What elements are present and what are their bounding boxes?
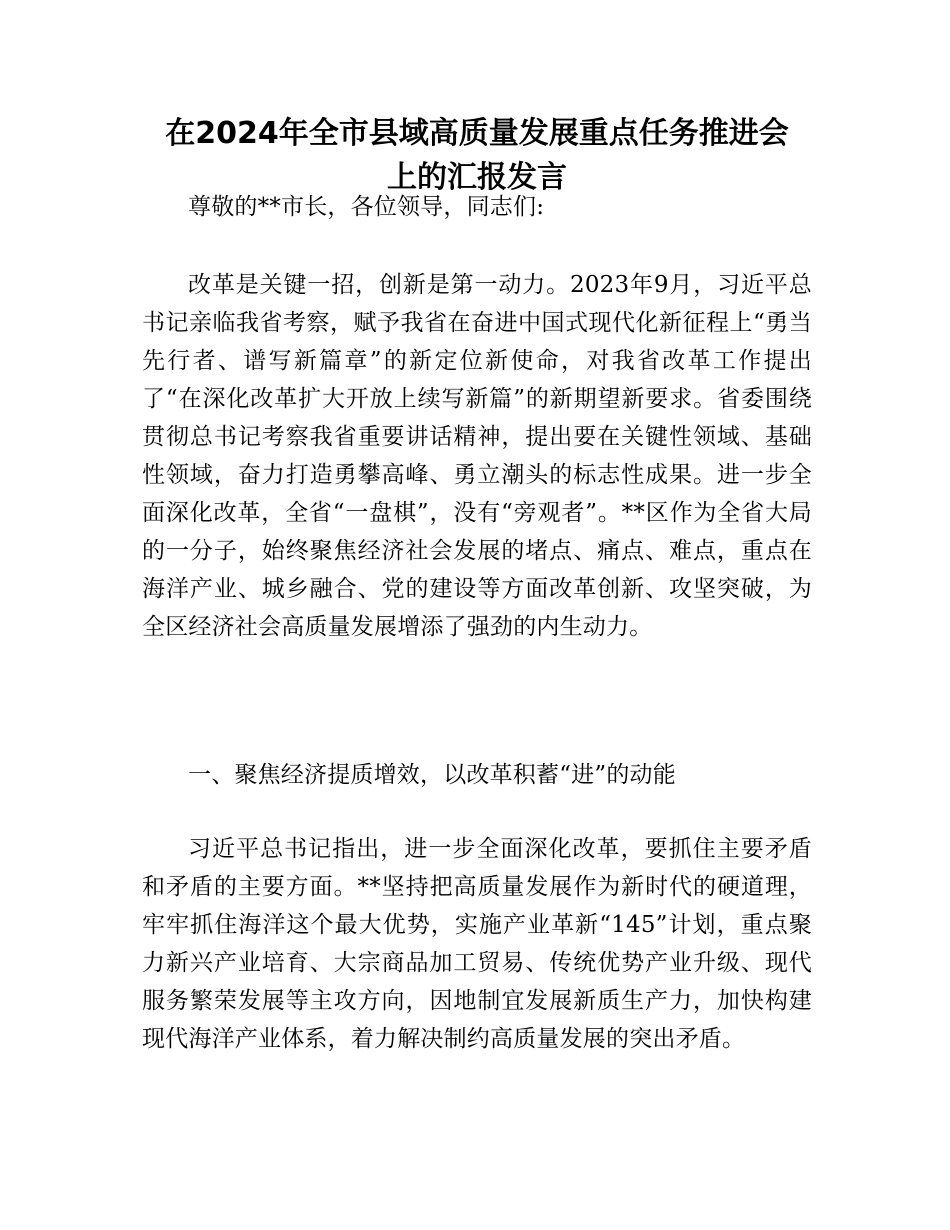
title-line-1: 在2024年全市县域高质量发展重点任务推进会	[165, 116, 789, 151]
paragraph-2: 习近平总书记指出，进一步全面深化改革，要抓住主要矛盾和矛盾的主要方面。**坚持把高质量发展作为新时代的硬道理，牢牢抓住海洋这个最大优势，实施产业革新“145”计划，重点聚力新兴产业培育、大宗商品加工贸易、传统优势产业升级、现代服务繁荣发展等主攻方向，因地制宜发展新质生产力，加快构建现代海洋产业体系，着力解决制约高质量发展的突出矛盾。	[142, 836, 812, 1052]
paragraph-block-1	[142, 266, 812, 646]
title-line-2: 上的汇报发言	[387, 160, 567, 195]
paragraph-1: 改革是关键一招，创新是第一动力。2023年9月，习近平总书记亲临我省考察，赋予我省在奋进中国式现代化新征程上“勇当先行者、谱写新篇章”的新定位新使命，对我省改革工作提出了“在深化改革扩大开放上续写新篇”的新期望新要求。省委围绕贯彻总书记考察我省重要讲话精神，提出要在关键性领域、基础性领域，奋力打造勇攀高峰、勇立潮头的标志性成果。进一步全面深化改革，全省“一盘棋”，没有“旁观者”。**区作为全省大局的一分子，始终聚焦经济社会发展的堵点、痛点、难点，重点在海洋产业、城乡融合、党的建设等方面改革创新、攻坚突破，为全区经济社会高质量发展增添了强劲的内生动力。	[142, 272, 812, 640]
salutation-block	[142, 188, 812, 226]
document-title	[142, 112, 812, 200]
paragraph-block-2	[142, 830, 812, 1058]
section-heading-block-1	[142, 756, 812, 794]
section-heading-1: 一、聚焦经济提质增效，以改革积蓄“进”的动能	[188, 762, 676, 788]
salutation: 尊敬的**市长，各位领导，同志们:	[188, 194, 545, 220]
